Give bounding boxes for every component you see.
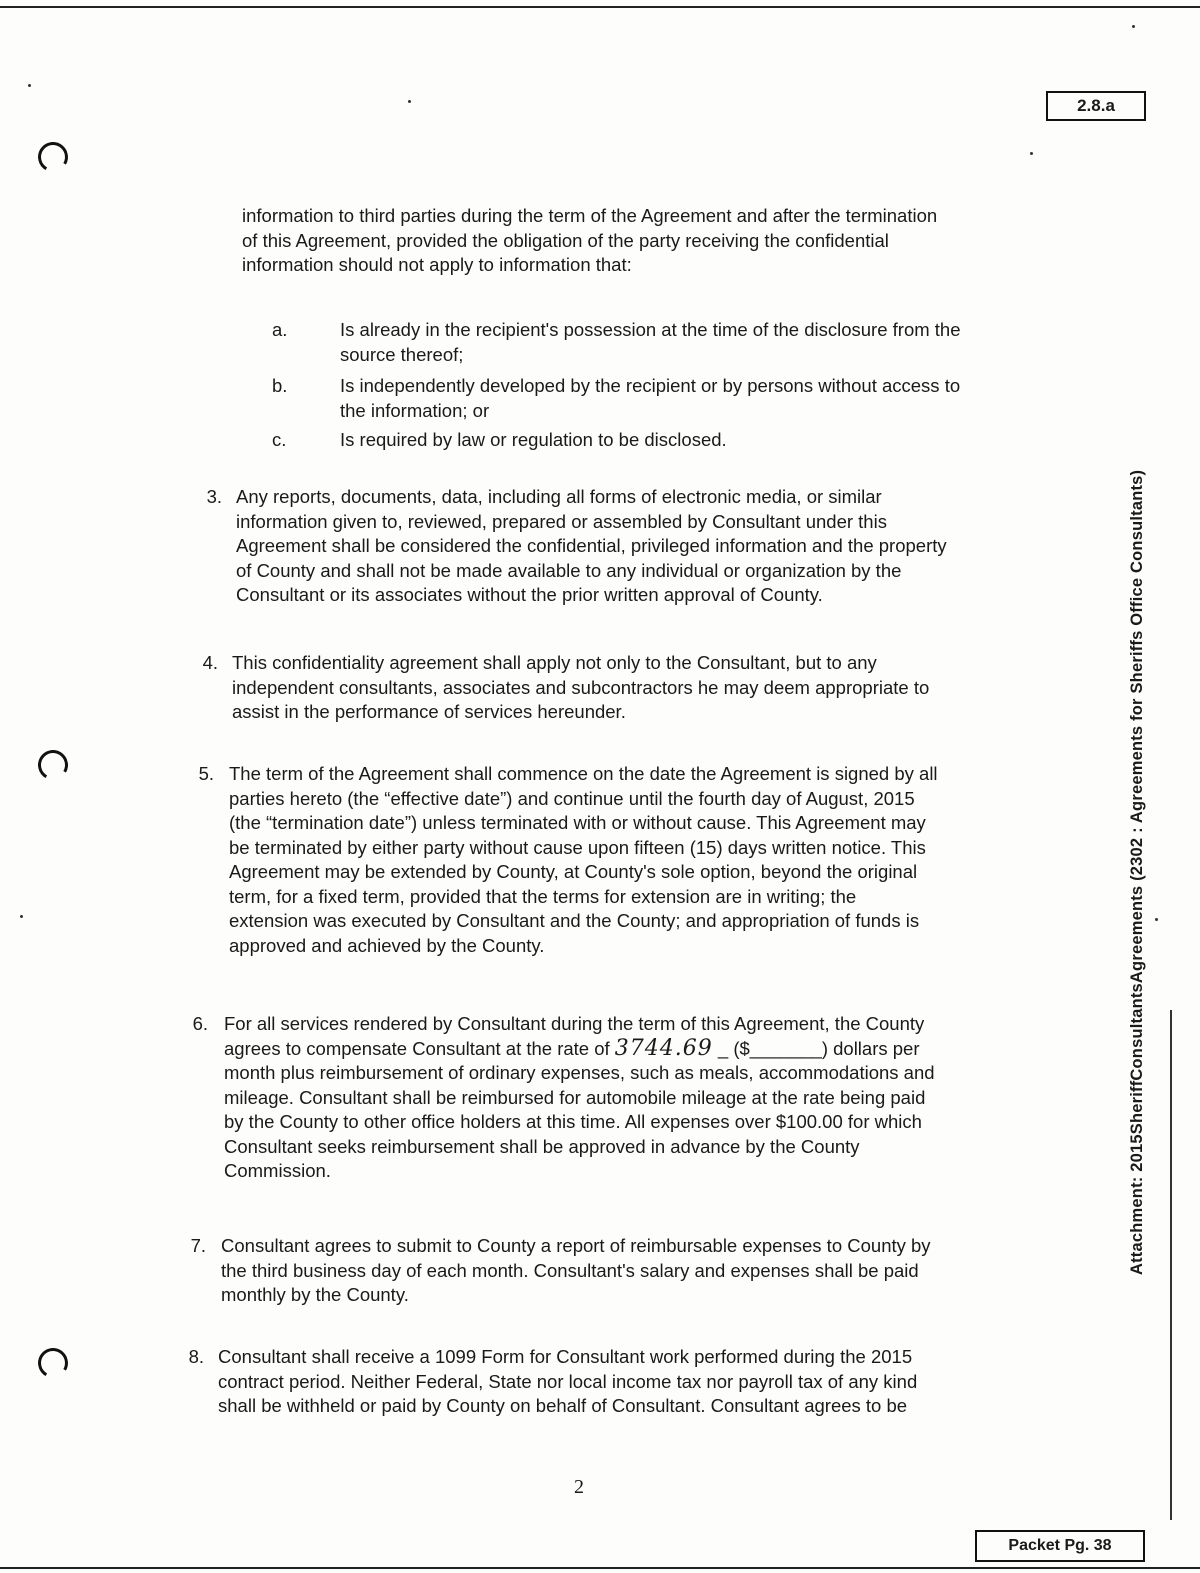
attachment-side-label: Attachment: 2015SheriffConsultantsAgreements (2302 : Agreements for Sheriffs Office Consultants) xyxy=(1128,469,1146,1275)
scan-speck xyxy=(408,100,411,103)
item-number: 5. xyxy=(198,763,214,784)
list-letter: a. xyxy=(272,319,288,340)
text-line: mileage. Consultant shall be reimbursed for automobile mileage at the rate being paid xyxy=(224,1086,926,1108)
text-line: independent consultants, associates and subcontractors he may deem appropriate to xyxy=(232,676,930,698)
text-line: The term of the Agreement shall commence on the date the Agreement is signed by all xyxy=(229,763,938,784)
clause-6 xyxy=(224,1012,935,1184)
text-line: Consultant shall receive a 1099 Form for Consultant work performed during the 2015 xyxy=(218,1346,913,1367)
text-line: information should not apply to information that: xyxy=(242,254,632,275)
text-line: shall be withheld or paid by County on behalf of Consultant. Consultant agrees to be xyxy=(218,1395,908,1416)
page-number: 2 xyxy=(574,1476,584,1498)
item-number: 7. xyxy=(190,1235,206,1256)
scan-speck xyxy=(1155,918,1158,921)
section-tag: 2.8.a xyxy=(1046,91,1146,121)
hole-punch-icon xyxy=(35,139,72,176)
text-line: monthly by the County. xyxy=(221,1284,409,1305)
clause-8 xyxy=(218,1345,917,1419)
text-line: source thereof; xyxy=(340,343,464,365)
text-line: This confidentiality agreement shall apply not only to the Consultant, but to any xyxy=(232,652,877,673)
item-number: 8. xyxy=(188,1346,204,1367)
text-line: Is already in the recipient's possession at the time of the disclosure from the xyxy=(340,319,961,340)
text-line: term, for a fixed term, provided that the terms for extension are in writing; the xyxy=(229,885,857,907)
rate-line xyxy=(224,1037,935,1062)
clause-3 xyxy=(236,485,947,608)
text-line: by the County to other office holders at this time. All expenses over $100.00 for which xyxy=(224,1111,922,1132)
text-line: Any reports, documents, data, including all forms of electronic media, or similar xyxy=(236,486,882,507)
list-letter: b. xyxy=(272,375,288,396)
sublist-item-a xyxy=(272,318,961,367)
item-number: 4. xyxy=(202,652,218,673)
text-line: Consultant or its associates without the prior written approval of County. xyxy=(236,584,823,605)
item-number: 6. xyxy=(192,1013,208,1034)
text-line: month plus reimbursement of ordinary expenses, such as meals, accommodations and xyxy=(224,1062,935,1083)
text-line: be terminated by either party without cause upon fifteen (15) days written notice. This xyxy=(229,836,926,858)
text-line: of County and shall not be made available to any individual or organization by the xyxy=(236,559,902,581)
list-letter: c. xyxy=(272,429,287,450)
item-number: 3. xyxy=(206,486,222,507)
text-line: For all services rendered by Consultant during the term of this Agreement, the County xyxy=(224,1013,925,1034)
text-line: information given to, reviewed, prepared or assembled by Consultant under this xyxy=(236,510,887,532)
text-line: Agreement shall be considered the confidential, privileged information and the property xyxy=(236,535,947,556)
hole-punch-icon xyxy=(35,1345,72,1382)
clause-7 xyxy=(221,1234,931,1308)
text-line: approved and achieved by the County. xyxy=(229,934,545,956)
scan-speck xyxy=(1030,152,1033,155)
text-line: (the “termination date”) unless terminated with or without cause. This Agreement may xyxy=(229,812,926,833)
intro-paragraph xyxy=(242,204,937,278)
text-line: Agreement may be extended by County, at County's sole option, beyond the original xyxy=(229,861,918,882)
text-line: parties hereto (the “effective date”) and continue until the fourth day of August, 2015 xyxy=(229,787,915,809)
side-rule xyxy=(1170,1010,1172,1520)
handwritten-rate: 3744.69 xyxy=(614,1035,713,1061)
sublist-item-b xyxy=(272,374,960,423)
clause-4 xyxy=(232,651,929,725)
text-line: Commission. xyxy=(224,1160,331,1181)
text-line: agrees to compensate Consultant at the rate of xyxy=(224,1037,610,1059)
scan-speck xyxy=(28,84,31,87)
packet-page-label: Packet Pg. 38 xyxy=(975,1530,1145,1562)
text-line: of this Agreement, provided the obligation of the party receiving the confidential xyxy=(242,229,889,251)
text-line: Consultant agrees to submit to County a report of reimbursable expenses to County by xyxy=(221,1235,931,1256)
text-line: extension was executed by Consultant and the County; and appropriation of funds is xyxy=(229,910,920,931)
clause-5 xyxy=(229,762,938,958)
text-line: information to third parties during the term of the Agreement and after the termination xyxy=(242,205,938,226)
text-line: the information; or xyxy=(340,399,490,421)
text-line: the third business day of each month. Consultant's salary and expenses shall be paid xyxy=(221,1259,919,1281)
scan-speck xyxy=(1132,25,1135,28)
sublist-item-c xyxy=(272,428,727,453)
text-line: assist in the performance of services hereunder. xyxy=(232,701,626,722)
text-line: contract period. Neither Federal, State nor local income tax nor payroll tax of any kind xyxy=(218,1370,918,1392)
text-line: Is required by law or regulation to be disclosed. xyxy=(340,429,727,450)
bottom-border xyxy=(0,1567,1200,1569)
hole-punch-icon xyxy=(35,747,72,784)
scan-speck xyxy=(20,915,23,918)
text-line: Is independently developed by the recipient or by persons without access to xyxy=(340,375,961,396)
rate-suffix: _ ($_______) dollars per xyxy=(717,1037,920,1059)
text-line: Consultant seeks reimbursement shall be approved in advance by the County xyxy=(224,1135,860,1157)
top-border xyxy=(0,6,1200,8)
